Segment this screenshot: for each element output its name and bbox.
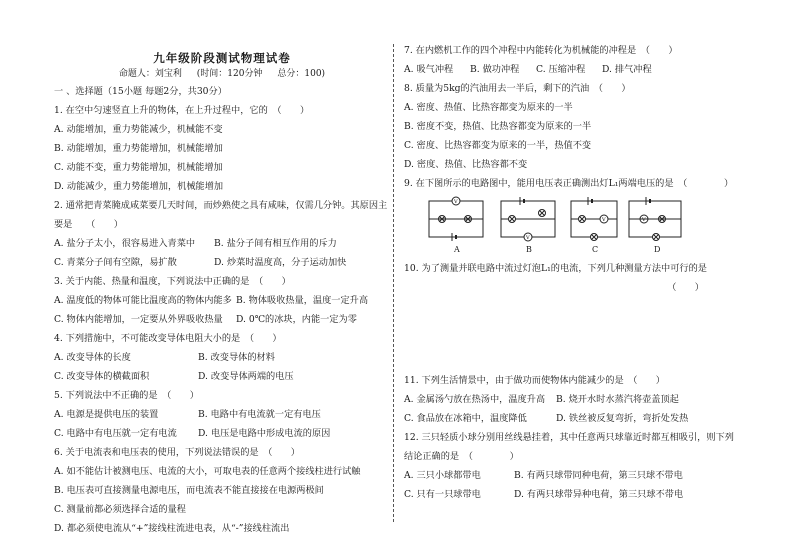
option-d: D. 动能减少，重力势能增加，机械能增加 [54, 181, 224, 192]
question-7 [404, 44, 740, 76]
circuit-c-diagram [568, 196, 620, 242]
question-11 [404, 374, 740, 425]
question-stem: 7. 在内燃机工作的四个冲程中内能转化为机械能的冲程是 （ ） [404, 45, 678, 56]
column-divider [393, 44, 394, 522]
left-column [54, 44, 390, 541]
option-c: C. 密度、比热容都变为原来的一半，热值不变 [404, 140, 592, 151]
question-stem: 4. 下列措施中，不可能改变导体电阻大小的是 （ ） [54, 333, 282, 344]
option-d: D. 有两只球带异种电荷，第三只球不带电 [514, 489, 684, 500]
circuit-a-diagram [426, 196, 486, 242]
question-stem: 10. 为了测量并联电路中流过灯泡L₁的电流，下列几种测量方法中可行的是 [404, 263, 707, 274]
option-c: C. 压缩冲程 [536, 64, 586, 75]
circuit-label-c: C [592, 245, 599, 254]
option-b: B. 动能增加，重力势能增加，机械能增加 [54, 143, 223, 154]
option-b: B. 烧开水时水蒸汽将壶盖顶起 [556, 394, 679, 405]
option-a: A. 盐分子太小，很容易进入青菜中 [54, 238, 196, 249]
question-stem: 9. 在下图所示的电路图中，能用电压表正确测出灯L₁两端电压的是 （ ） [404, 178, 734, 189]
question-2 [54, 199, 390, 269]
option-c: C. 食品放在冰箱中，温度降低 [404, 413, 527, 424]
circuit-label-a: A [454, 245, 460, 254]
option-b: B. 电路中有电流就一定有电压 [198, 409, 321, 420]
question-3 [54, 275, 390, 326]
exam-title: 九年级阶段测试物理试卷 [153, 51, 291, 65]
question-stem: 5. 下列说法中不正确的是 （ ） [54, 390, 199, 401]
question-stem: 8. 质量为5kg的汽油用去一半后，剩下的汽油 （ ） [404, 83, 631, 94]
question-stem-cont: 结论正确的是 （ ） [404, 451, 519, 462]
svg-text:V: V [526, 235, 530, 241]
svg-text:V: V [454, 199, 458, 205]
option-b: B. 有两只球带同种电荷，第三只球不带电 [514, 470, 683, 481]
question-9 [404, 177, 740, 256]
question-stem: 11. 下列生活情景中，由于做功而使物体内能减少的是 （ ） [404, 375, 665, 386]
option-c: C. 青菜分子间有空隙，易扩散 [54, 257, 177, 268]
question-stem: 2. 通常把青菜腌成咸菜要几天时间，而炒熟使之具有咸味，仅需几分钟。其原因主 [54, 200, 388, 211]
option-a: A. 动能增加，重力势能减少，机械能不变 [54, 124, 223, 135]
option-c: C. 测量前都必须选择合适的量程 [54, 504, 186, 515]
question-stem: 12. 三只轻质小球分别用丝线悬挂着，其中任意两只球靠近时都互相吸引，则下列 [404, 432, 734, 443]
option-b: B. 做功冲程 [470, 64, 520, 75]
diagram-space [404, 300, 740, 374]
option-b: B. 电压表可直接测量电源电压，而电流表不能直接接在电源两极间 [54, 485, 324, 496]
question-6 [54, 446, 390, 535]
option-a: A. 金属汤勺放在热汤中，温度升高 [404, 394, 546, 405]
question-stem: 3. 关于内能、热量和温度，下列说法中正确的是 （ ） [54, 276, 291, 287]
option-d: D. 铁丝被反复弯折，弯折处发热 [556, 413, 689, 424]
option-b: B. 密度不变，热值、比热容都变为原来的一半 [404, 121, 592, 132]
option-b: B. 盐分子间有相互作用的斥力 [214, 238, 337, 249]
svg-text:V: V [642, 217, 646, 223]
circuit-label-d: D [654, 245, 661, 254]
question-stem: 1. 在空中匀速竖直上升的物体，在上升过程中，它的 （ ） [54, 105, 310, 116]
question-12 [404, 431, 740, 501]
circuit-label-b: B [526, 245, 532, 254]
option-a: A. 密度、热值、比热容都变为原来的一半 [404, 102, 573, 113]
option-c: C. 电路中有电压就一定有电流 [54, 428, 177, 439]
option-a: A. 温度低的物体可能比温度高的物体内能多 [54, 295, 232, 306]
author: 命题人：刘宝利 [118, 69, 182, 79]
option-d: D. 电压是电路中形成电流的原因 [198, 428, 331, 439]
option-d: D. 密度、热值、比热容都不变 [404, 159, 528, 170]
question-10 [404, 262, 740, 374]
option-a: A. 改变导体的长度 [54, 352, 131, 363]
option-c: C. 改变导体的横截面积 [54, 371, 150, 382]
option-d: D. 都必须使电流从“+”接线柱流进电表，从“-”接线柱流出 [54, 523, 290, 534]
option-d: D. 改变导体两端的电压 [198, 371, 294, 382]
section-heading: 一 、选择题（15小题 每题2分，共30分） [54, 86, 227, 97]
option-b: B. 物体吸收热量，温度一定升高 [236, 295, 369, 306]
question-1 [54, 104, 390, 193]
option-a: A. 吸气冲程 [404, 64, 454, 75]
option-a: A. 如不能估计被测电压、电流的大小，可取电表的任意两个接线柱进行试触 [54, 466, 361, 477]
question-4 [54, 332, 390, 383]
option-b: B. 改变导体的材料 [198, 352, 275, 363]
total-score: 总分：100) [277, 69, 326, 79]
circuit-d-diagram [626, 196, 684, 242]
right-column [404, 44, 740, 507]
answer-blank: （ ） [667, 282, 704, 293]
exam-meta [54, 68, 390, 81]
option-d: D. 排气冲程 [602, 64, 652, 75]
question-stem-cont: 要是 （ ） [54, 219, 123, 230]
option-d: D. 炒菜时温度高，分子运动加快 [214, 257, 347, 268]
svg-text:V: V [602, 217, 606, 223]
option-a: A. 电源是提供电压的装置 [54, 409, 159, 420]
question-5 [54, 389, 390, 440]
option-d: D. 0℃的冰块，内能一定为零 [236, 314, 357, 325]
question-stem: 6. 关于电流表和电压表的使用，下列说法错误的是 （ ） [54, 447, 300, 458]
option-c: C. 动能不变，重力势能增加，机械能增加 [54, 162, 223, 173]
circuit-b-diagram [498, 196, 558, 242]
circuit-diagrams [404, 196, 740, 256]
time-limit: (时间：120分钟 [196, 69, 263, 79]
option-c: C. 物体内能增加，一定要从外界吸收热量 [54, 314, 223, 325]
option-a: A. 三只小球都带电 [404, 470, 481, 481]
question-8 [404, 82, 740, 171]
option-c: C. 只有一只球带电 [404, 489, 481, 500]
